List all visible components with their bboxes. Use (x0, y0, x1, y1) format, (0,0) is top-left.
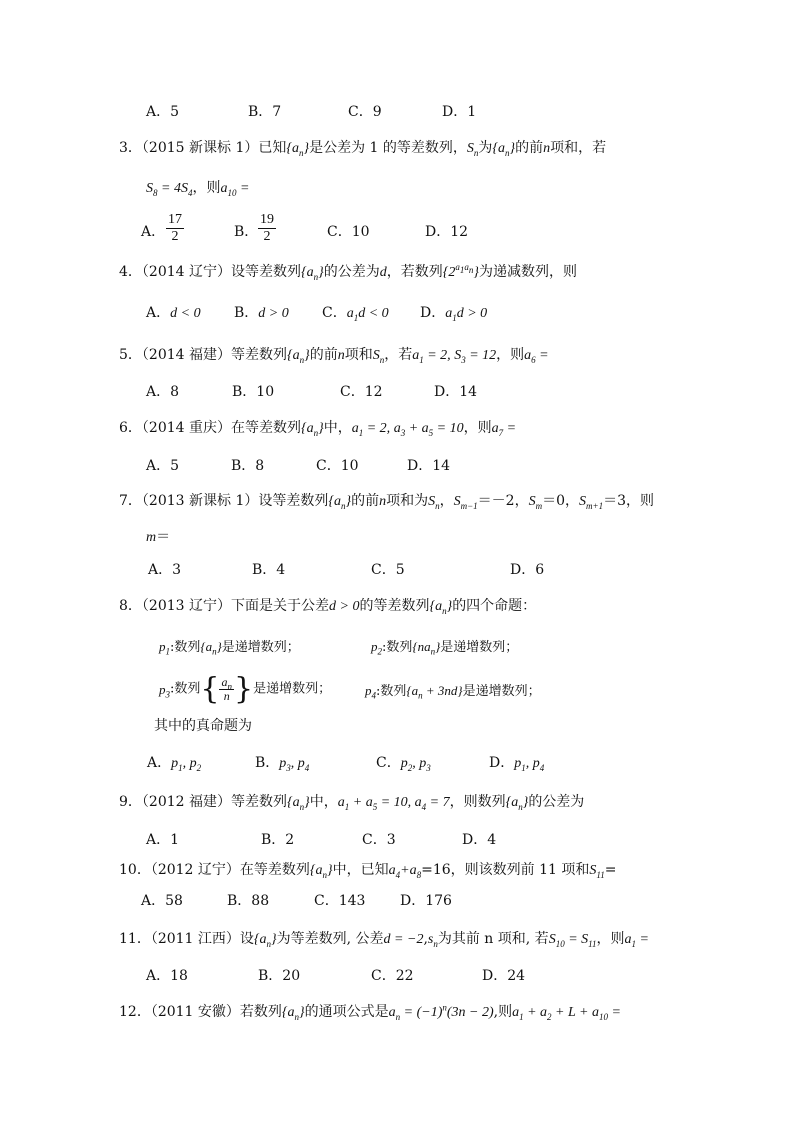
option-a: A．5 (146, 458, 180, 474)
question-text: 项和为 (386, 493, 429, 509)
math-expr: $\{a_n\}$ (253, 932, 277, 949)
math-expr: $\{a_n\}$ (281, 1005, 305, 1022)
question-source: （2014 重庆） (141, 420, 232, 436)
question-text: 是公差为 1 的等差数列， (309, 140, 467, 156)
math-expr: $S_{m+1}$ (579, 494, 604, 511)
option-b: B．2 (261, 832, 295, 848)
question-source: （2013 辽宁） (141, 598, 232, 614)
question-text: 设等差数列 (258, 493, 329, 509)
question-6 (119, 418, 516, 439)
question-8-prompt (154, 716, 252, 736)
option-d: D．176 (400, 893, 452, 909)
math-expr: d > 0 (329, 599, 360, 614)
question-text: 已知 (258, 140, 287, 156)
question-text: 下面是关于公差 (231, 598, 330, 614)
option-d: D．12 (425, 224, 469, 240)
question-text: 的公差为 (323, 264, 380, 280)
option-d: D．1 (442, 104, 477, 120)
proposition-row-2 (159, 671, 579, 707)
option-d: D．24 (482, 968, 526, 984)
option-d: D．14 (434, 384, 478, 400)
option-a: A．d < 0 (146, 305, 201, 321)
question-text: 为其前 n 项和, 若 (437, 931, 549, 947)
option-d: D．$p_1$, $p_4$ (489, 755, 545, 773)
question-number: 10． (119, 862, 151, 878)
question-text: = (604, 862, 617, 878)
option-c: C．22 (371, 968, 414, 984)
question-12 (119, 1002, 621, 1023)
question-text: 的通项公式是 (304, 1004, 389, 1020)
question-text: ， (439, 493, 454, 509)
question-text: 中， (309, 794, 338, 810)
math-expr: $\{2^{a_1a_n}\}$ (442, 262, 479, 280)
question-text: 在等差数列 (239, 862, 310, 878)
math-expr: $a_1$ = (624, 932, 649, 949)
question-text: ，则 (463, 420, 492, 436)
option-d: D．6 (510, 562, 545, 578)
question-number: 7． (119, 493, 142, 509)
math-expr: $S_{m-1}$ (453, 494, 478, 511)
option-c: C．10 (316, 458, 359, 474)
question-text: =16，则该数列前 11 项和 (421, 862, 590, 878)
question-3-options (141, 210, 481, 254)
question-text: 在等差数列 (231, 420, 302, 436)
question-text: , (423, 931, 428, 947)
option-b: B．10 (232, 384, 275, 400)
proposition-p2: $p_2$:数列$\{na_n\}$是递增数列； (371, 639, 519, 657)
question-number: 3． (119, 140, 142, 156)
question-source: （2014 福建） (141, 347, 232, 363)
math-expr: $S_n$ (466, 141, 479, 158)
option-c: C．$a_1d < 0$ (322, 305, 389, 323)
fraction: $\frac{17}{2}$ (168, 212, 182, 244)
question-text: 若数列 (239, 1004, 282, 1020)
math-expr: $\{a_n\}$ (301, 421, 324, 438)
math-expr: $S_8 = 4S_4$ (146, 181, 193, 198)
question-text: ，则 (192, 180, 221, 196)
question-5 (119, 345, 549, 366)
fraction: $\frac{19}{2}$ (260, 212, 274, 244)
question-text: 等差数列 (231, 794, 288, 810)
question-3-condition (146, 178, 249, 199)
option-a: A．8 (146, 384, 180, 400)
math-expr: $\{a_n\}$ (287, 348, 310, 365)
question-text: 的前 (309, 347, 338, 363)
question-text: ，则 (596, 931, 625, 947)
option-a: A．1 (146, 832, 180, 848)
question-text: 的四个命题： (452, 598, 537, 614)
math-expr: m (146, 530, 157, 545)
question-source: （2011 安徽） (150, 1004, 240, 1020)
question-source: （2012 福建） (141, 794, 232, 810)
math-expr: $\{a_n\}$ (429, 599, 453, 616)
question-3 (119, 138, 606, 159)
question-text: 中，已知 (332, 862, 389, 878)
question-number: 4． (119, 264, 142, 280)
question-source: （2015 新课标 1） (141, 140, 259, 156)
option-a: A．$p_1$, $p_2$ (147, 755, 202, 773)
option-c: C．$p_2$, $p_3$ (376, 755, 431, 773)
math-expr: $S_{10} = S_{11}$ (548, 932, 597, 949)
math-expr: $a_1 = 2$, $S_3 = 12$ (412, 348, 497, 365)
option-a: A．3 (148, 562, 182, 578)
question-text: ＝0， (542, 493, 579, 509)
math-expr: $a_7$ = (491, 421, 517, 438)
option-b: B．20 (258, 968, 301, 984)
option-c: C．10 (327, 224, 370, 240)
math-expr: d = −2 (383, 932, 424, 947)
option-a: A．5 (146, 104, 180, 120)
math-expr: $a_1 = 2$, $a_3 + a_5 = 10$ (351, 421, 464, 438)
math-expr: $\{a_n\}$ (309, 863, 333, 880)
option-d: D．$a_1d > 0$ (420, 305, 488, 323)
question-number: 8． (119, 598, 142, 614)
math-expr: $a_{10}$ = (220, 181, 250, 198)
math-expr: $\{a_n\}$ (301, 265, 324, 282)
question-9 (119, 792, 584, 813)
question-7-line2 (146, 527, 170, 548)
question-text: 项和 (344, 347, 373, 363)
math-expr: $a_4+a_8$ (388, 863, 422, 880)
question-text: ，若 (384, 347, 413, 363)
question-text: ＝3，则 (603, 493, 654, 509)
option-d: D．4 (462, 832, 497, 848)
option-b: B． (234, 224, 259, 240)
math-expr: n (543, 141, 551, 156)
math-expr: $\{a_n\}$ (505, 795, 529, 812)
math-expr: $\{a_n\}$ (328, 494, 352, 511)
question-text: 项和，若 (550, 140, 607, 156)
math-expr: $S_n$ (428, 494, 440, 511)
question-text: 的前 (351, 493, 380, 509)
question-source: （2011 江西） (150, 931, 240, 947)
option-b: B．8 (231, 458, 265, 474)
question-8 (119, 596, 536, 617)
option-b: B．7 (248, 104, 282, 120)
option-c: C．12 (340, 384, 383, 400)
math-expr: $S_n$ (372, 348, 385, 365)
math-expr: n (337, 348, 345, 363)
question-text: 设等差数列 (231, 264, 302, 280)
math-expr: $\{a_n\}$ (492, 141, 516, 158)
question-source: （2012 辽宁） (150, 862, 240, 878)
math-expr: $S_{11}$ (589, 863, 605, 880)
question-text: ＝－2， (477, 493, 529, 509)
math-expr: $\{a_n\}$ (287, 795, 310, 812)
question-7 (119, 491, 654, 512)
option-b: B．4 (252, 562, 286, 578)
option-b: B．88 (227, 893, 270, 909)
question-text: 的前 (515, 140, 544, 156)
question-text: ，则 (496, 347, 525, 363)
math-expr: $a_n = (-1)^n(3n - 2)$ (388, 1002, 494, 1022)
math-expr: $a_1 + a_2 + L + a_{10}$ = (512, 1005, 621, 1022)
proposition-p4: $p_4$:数列$\{a_n + 3nd\}$是递增数列； (365, 683, 541, 701)
math-expr: $a_6$ = (524, 348, 549, 365)
question-text: 的公差为 (528, 794, 585, 810)
question-text: ，则数列 (449, 794, 506, 810)
option-c: C．9 (348, 104, 382, 120)
option-a: A． (141, 224, 166, 240)
question-text: 为 (478, 140, 493, 156)
question-number: 5． (119, 347, 142, 363)
question-number: 9． (119, 794, 142, 810)
option-a: A．58 (141, 893, 183, 909)
question-text: ,则 (493, 1004, 513, 1020)
proposition-p3: $p_3$:数列{ $\frac{a_n}{n}$ }是递增数列； (159, 671, 332, 707)
question-number: 12． (119, 1004, 151, 1020)
question-4 (119, 262, 577, 283)
math-expr: d (379, 265, 387, 280)
option-b: B．d > 0 (234, 305, 289, 321)
math-expr: $\{a_n\}$ (286, 141, 310, 158)
question-text: 等差数列 (231, 347, 288, 363)
option-d: D．14 (407, 458, 451, 474)
question-text: 的等差数列 (359, 598, 430, 614)
question-text: ，若数列 (386, 264, 443, 280)
question-text: ＝ (156, 529, 171, 545)
option-c: C．3 (362, 832, 396, 848)
question-text: 为等差数列, 公差 (276, 931, 384, 947)
question-11 (119, 929, 649, 950)
math-expr: $s_n$ (427, 932, 438, 949)
math-expr: $a_1 + a_5 = 10$, $a_4 = 7$ (337, 795, 450, 812)
math-expr: n (379, 494, 387, 509)
question-text: 其中的真命题为 (154, 718, 252, 734)
question-number: 11． (119, 931, 151, 947)
math-expr: $S_m$ (528, 494, 543, 511)
question-source: （2013 新课标 1） (141, 493, 259, 509)
question-text: 中， (323, 420, 352, 436)
question-text: 设 (239, 931, 254, 947)
option-a: A．18 (146, 968, 188, 984)
option-c: C．5 (371, 562, 405, 578)
proposition-p1: $p_1$:数列$\{a_n\}$是递增数列； (159, 639, 300, 657)
question-number: 6． (119, 420, 142, 436)
question-10 (119, 860, 616, 881)
option-c: C．143 (314, 893, 366, 909)
question-source: （2014 辽宁） (141, 264, 232, 280)
question-text: 为递减数列，则 (478, 264, 577, 280)
option-b: B．$p_3$, $p_4$ (255, 755, 310, 773)
